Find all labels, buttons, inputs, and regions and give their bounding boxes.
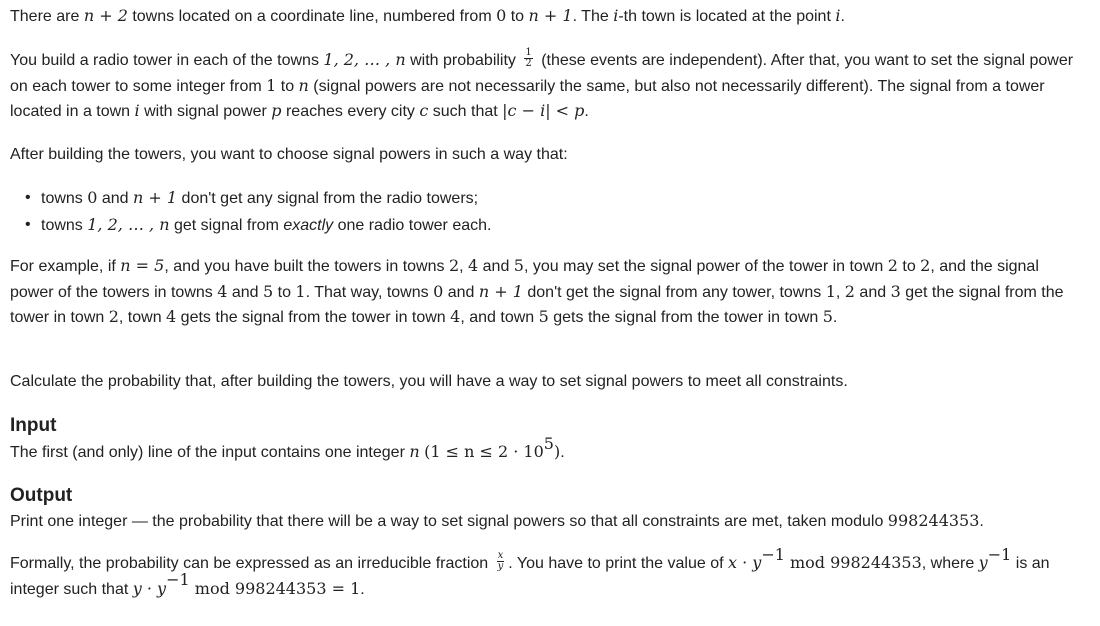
math: n: [409, 442, 420, 461]
math: p: [271, 101, 282, 120]
input-paragraph: [10, 433, 1080, 466]
text: ,: [835, 283, 845, 301]
math: 2: [108, 307, 119, 326]
text: , where: [921, 555, 979, 572]
constraints-list: [10, 185, 1080, 239]
math: n: [298, 75, 309, 95]
text: ,: [459, 258, 469, 275]
text: . That way, towns: [305, 283, 434, 301]
math: n = 5: [120, 256, 165, 275]
math: n + 1: [478, 281, 523, 301]
math: 2: [448, 256, 460, 275]
text: , you may set the signal power of the tower in town: [523, 258, 888, 275]
math: 998244353: [887, 511, 980, 530]
text: towns: [41, 217, 88, 234]
fraction-numerator: x: [497, 550, 504, 562]
text: such that: [428, 103, 503, 120]
text: with signal power: [139, 103, 272, 120]
text: gets the signal from the tower in town: [548, 309, 823, 326]
text: get signal from: [169, 217, 284, 234]
text: is an integer such that: [10, 555, 1050, 598]
text: , town: [118, 309, 167, 326]
math: mod 998244353 = 1: [189, 578, 361, 598]
superscript: −1: [761, 544, 785, 564]
output-heading: Output: [10, 485, 73, 506]
text: , and the signal power of the towers in towns: [10, 258, 1039, 301]
text: gets the signal from the tower in town: [176, 309, 451, 326]
text: and: [854, 283, 891, 301]
math: i: [613, 6, 619, 25]
math: 1: [825, 281, 836, 301]
text: and: [97, 190, 134, 207]
text: to: [273, 283, 296, 301]
superscript: −1: [166, 570, 190, 590]
text: For example, if: [10, 258, 121, 275]
text: .: [979, 513, 984, 530]
fraction-numerator: 1: [525, 47, 532, 59]
math: i: [835, 6, 841, 25]
math: 1, 2, … , n: [323, 50, 406, 69]
example-paragraph: [10, 254, 1080, 331]
math: 4: [450, 307, 461, 326]
formal-paragraph: [10, 544, 1080, 602]
text: one radio tower each.: [333, 217, 492, 234]
math: 1: [295, 281, 306, 301]
text: .: [840, 8, 845, 25]
math: y: [978, 553, 988, 572]
math: 2: [844, 281, 855, 301]
text: to: [506, 8, 529, 25]
text: with probability: [405, 52, 521, 69]
text: .: [360, 580, 365, 598]
text: towns located on a coordinate line, numbered from: [127, 8, 497, 25]
text: (these events are independent). After that, you want to set the signal power on each tower to some integer from: [10, 52, 1074, 95]
math: 4: [468, 256, 479, 275]
text: . The: [572, 8, 614, 25]
bullet-icon: •: [25, 189, 31, 206]
math: mod 998244353: [784, 553, 922, 572]
text: don't get any signal from the radio towers;: [177, 190, 479, 207]
math: ): [553, 442, 561, 461]
fraction-denominator: y: [497, 561, 504, 573]
math: 4: [217, 281, 228, 301]
bullet-icon: •: [25, 216, 31, 233]
superscript: 5: [543, 433, 554, 453]
setup-paragraph: [10, 48, 1080, 125]
math: (1 ≤ n ≤ 2 · 10: [424, 442, 544, 461]
text: .: [584, 103, 589, 120]
math: n + 1: [528, 6, 573, 25]
text: , and town: [460, 309, 539, 326]
math: 5: [263, 281, 274, 301]
math: |c − i| < p: [502, 101, 585, 120]
math: 5: [822, 307, 833, 326]
math: 4: [166, 307, 177, 326]
math: n + 2: [83, 6, 128, 25]
text: You build a radio tower in each of the towns: [10, 52, 324, 69]
math: 5: [513, 256, 524, 275]
text: -th town is located at the point: [618, 8, 836, 25]
fraction-x-over-y: [497, 551, 505, 572]
emphasis: exactly: [283, 217, 334, 234]
text: (signal powers are not necessarily the same, but also not necessarily different). The signal from a tower located in a town: [10, 77, 1045, 120]
math: 1, 2, … , n: [87, 215, 170, 234]
text: and: [227, 283, 263, 301]
text: . You have to print the value of: [508, 555, 728, 572]
list-item: [10, 185, 1080, 212]
text: .: [832, 309, 838, 326]
task-paragraph: Calculate the probability that, after building the towers, you will have a way to set signal powers to meet all constraints.: [10, 373, 848, 390]
text: get the signal from the tower in town: [10, 283, 1064, 326]
math: n + 1: [133, 188, 178, 207]
output-paragraph: [10, 509, 1080, 535]
intro-paragraph: [10, 4, 1080, 30]
text: and: [478, 258, 514, 275]
math: x · y: [727, 553, 762, 572]
text: There are: [10, 8, 84, 25]
goal-paragraph: After building the towers, you want to choose signal powers in such a way that:: [10, 146, 568, 163]
input-heading: Input: [10, 415, 57, 436]
text: reaches every city: [281, 103, 420, 120]
text: to: [276, 77, 299, 95]
text: to: [897, 258, 921, 275]
math: 0: [433, 281, 444, 301]
text: don't get the signal from any tower, towns: [522, 283, 826, 301]
list-item: [10, 212, 1080, 239]
text: .: [560, 444, 565, 461]
math: 0: [496, 6, 507, 25]
math: y · y: [132, 578, 167, 598]
text: , and you have built the towers in towns: [164, 258, 449, 275]
math: c: [419, 101, 429, 120]
math: 2: [887, 256, 898, 275]
text: Print one integer — the probability that there will be a way to set signal powers so that all constraints are met, taken modulo: [10, 513, 888, 530]
math: 5: [538, 307, 549, 326]
math: 0: [87, 188, 98, 207]
text: Formally, the probability can be expressed as an irreducible fraction: [10, 555, 493, 572]
math: 2: [920, 256, 931, 275]
math: 3: [890, 281, 901, 301]
fraction-one-half: [524, 48, 532, 69]
math: 1: [266, 75, 277, 95]
superscript: −1: [987, 544, 1012, 564]
fraction-denominator: 2: [525, 58, 532, 70]
text: The first (and only) line of the input contains one integer: [10, 444, 410, 461]
text: towns: [41, 190, 88, 207]
text: and: [443, 283, 479, 301]
math: i: [134, 101, 140, 120]
